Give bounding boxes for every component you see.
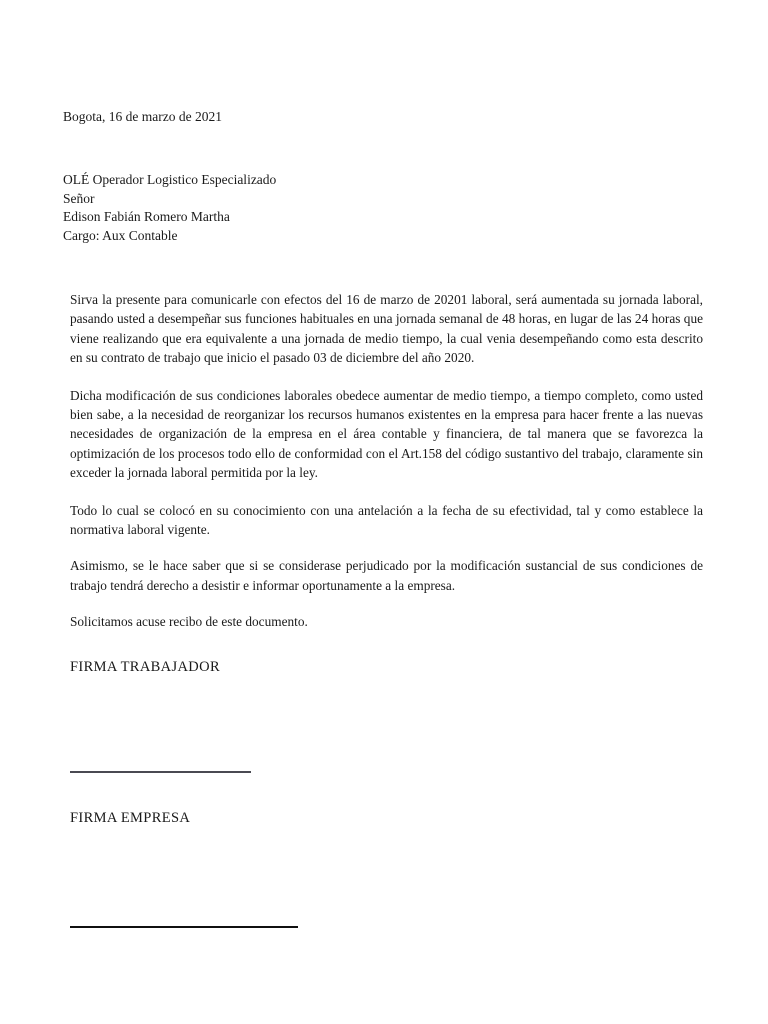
body-paragraph: Solicitamos acuse recibo de este documento. [70, 614, 308, 630]
signature-line-worker [70, 771, 251, 773]
body-paragraph: Asimismo, se le hace saber que si se considerase perjudicado por la modificación sustancial de sus condiciones de trabajo tendrá derecho a desistir e informar oportunamente a la empresa. [70, 558, 703, 593]
signature-label-company: FIRMA EMPRESA [70, 810, 191, 826]
recipient-block [63, 171, 276, 245]
signature-line-company [70, 926, 298, 928]
recipient-name: Edison Fabián Romero Martha [63, 209, 230, 225]
body-paragraph: Sirva la presente para comunicarle con efectos del 16 de marzo de 20201 laboral, será aumentada su jornada laboral, pasando usted a desempeñar sus funciones habituales en una jornada semanal de 48 horas, en lugar de las 24 horas que viene realizando que era equivalente a una jornada de medio tiempo, la cual venia desempeñando como esta descrito en su contrato de trabajo que inicio el pasado 03 de diciembre del año 2020. [70, 292, 703, 366]
recipient-role: Cargo: Aux Contable [63, 227, 178, 243]
recipient-company: OLÉ Operador Logistico Especializado [63, 172, 277, 187]
date-line: Bogota, 16 de marzo de 2021 [63, 109, 222, 124]
recipient-salutation: Señor [63, 190, 95, 206]
body-paragraph: Todo lo cual se colocó en su conocimiento con una antelación a la fecha de su efectividad, tal y como establece la normativa laboral vigente. [70, 502, 703, 538]
letter-body [70, 290, 703, 632]
body-paragraph: Dicha modificación de sus condiciones laborales obedece aumentar de medio tiempo, a tiempo completo, como usted bien sabe, a la necesidad de reorganizar los recursos humanos existentes en la empresa para hacer frente a las nuevas necesidades de organización de la empresa en el área contable y financiera, de tal manera que se favorezca la optimización de los procesos todo ello de conformidad con el Art.158 del código sustantivo del trabajo, claramente sin exceder la jornada laboral permitida por la ley. [70, 387, 703, 481]
signature-label-worker: FIRMA TRABAJADOR [70, 659, 220, 675]
